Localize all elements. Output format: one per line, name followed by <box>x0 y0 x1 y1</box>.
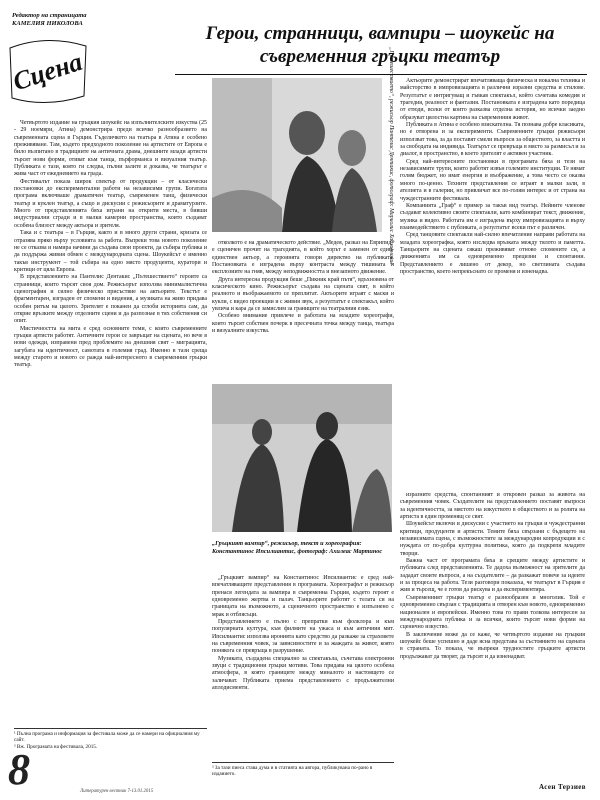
paragraph: Друга интересна продукция беше „Пикник край пътя“, вдъхновена от класическото кино. Режисьорът създава на сцената свят, в който реалното и въображаемото се преплитат. Актьорите играят с маски и кукли, с видео проекции и с живия звук, а резултатът е спектакъл, който увлича и кара да се замислим за границите на театралния език. <box>212 276 394 313</box>
footnote: ² Вж. Програмата на фестивала, 2015. <box>14 743 98 750</box>
paragraph: Фестивалът показа широк спектър от продукции – от класически постановки до експериментални работи на независими групи. Богатата програма включваше драматичен театър, съвременен танц, физически театър и куклен театър, а също и дискусии с режисьорите и драматурзите. Много от представленията бяха играни на открити места, в бивши индустриални сгради и в малки камерни пространства, които създават особена близост между актьора и зрителя. <box>14 178 207 229</box>
article-column-2-bottom <box>212 575 394 758</box>
paragraph: изразните средства, спонтанният и откровен разказ за живота на съвременния човек. Създателите на представлението поставят въпроси за идентичността, за мястото на изкуството в обществото и за ролята на артиста в един променящ се свят. <box>400 492 585 521</box>
paragraph: Актьорите демонстрират впечатляваща физическа и вокална техника и майсторство в импровизацията в различни изразни средства и стилове. Резултатът е интригуващ и гъвкав спектакъл, който съчетава комедия и трагедия, реалност и фантазия. Постановката е изградена като поредица от етюди, всеки от които разказва отделна история, но всички заедно образуват цялостна картина на съвременния живот. <box>400 78 585 121</box>
photo-greek-vampire-caption: „Гръцкият вампир“, режисьор, текст и хореография: Константинос Ипсилиантис, фотограф: Ахилеас Мартинос <box>212 540 383 555</box>
footnotes <box>14 728 207 750</box>
article-title-wrap <box>175 22 585 68</box>
paragraph: отколкото е на драматическото действие. „Медея, разказ на Еврипид“ е сценичен прочит на трагедията, в който хорът е заменен от един-единствен актьор, а героинята говори директно на публиката. Постановката е изградена върху контраста между тишината и експлозиите на гняв, между неподвижността и внезапното движение. <box>212 240 394 276</box>
paragraph: Съвременният гръцки театър е разнообразен и многолик. Той е едновременно свързан с традицията и отворен към новото, едновременно национален и европейски. Именно това го прави толкова интересен за международната публика и за всички, които търсят нови форми на сценично изкуство. <box>400 594 585 631</box>
page-editor <box>12 12 117 29</box>
article-author: Асен Терзиев <box>539 783 586 791</box>
editor-role: Редактор на страницата <box>12 12 87 19</box>
article-column-1 <box>14 120 207 725</box>
article-column-3-top <box>400 78 585 488</box>
paragraph: Музиката, създадена специално за спектакъла, съчетава електронни звуци с традиционни гръцки мотиви. Това придава на цялото особена атмосфера, в която границите между миналото и настоящето се заличават. Публиката приема представлението с продължителни аплодисменти. <box>212 655 394 692</box>
photo-greek-vampire <box>212 384 392 532</box>
paragraph: Важна част от програмата бяха и срещите между артистите и публиката след представленията. Те дадоха възможност на зрителите да зададат своите въпроси, а на създателите – да разкажат повече за идеите и за процеса на работа. Тези разговори показаха, че театърът в Гърция е жив и търсещ, че е готов да рискува и да експериментира. <box>400 558 585 594</box>
photo-journey-caption: „Пътешествието“, режисьор Пантелис Дентакис, фотограф: Мариолис Хадзиянакис <box>388 46 394 265</box>
footnote: ¹ Пълна програма и информация за фестивала може да се намери на официалния му сайт. <box>14 731 200 744</box>
paragraph: Шоукейсът включи и дискусии с участието на гръцки и чуждестранни критици, продуценти и артисти. Темите бяха свързани с бъдещето на независимата сцена, с възможностите за международни копродукции и с нуждата от по-добра културна политика, която да подкрепя младите творци. <box>400 521 585 557</box>
article-title: Герои, странници, вампири – шоукейс на съвременния гръцки театър <box>205 23 555 67</box>
paragraph: Компанията „Граф“ е пример за такъв вид театър. Нейните членове създават колективно своите спектакли, като комбинират текст, движение, музика и видео. Работата им е изградена върху импровизацията и върху взаимодействието с публиката, а резултатът всеки път е различен. <box>400 202 585 231</box>
paragraph: Сред танцовите спектакли най-силно впечатление направи работата на младата хореографка, която изследва връзката между тялото и паметта. Танцьорите на сцената сякаш преживяват отново спомените си, а движенията им са едновременно прецизни и спонтанни. Представлението е лишено от декор, но светлината създава пространство, което непрекъснато се променя и изненадва. <box>400 232 585 275</box>
paragraph: Сред най-интересните постановки в програмата бяха и тези на независимите трупи, които работят извън големите институции. Те нямат голям бюджет, но имат енергия и въображение, а това често се оказва много по-ценно. Техните представления се играят в малки зали, в ателиета и в галерии, но привличат все по-голям интерес и от страна на чуждестранните фестивали. <box>400 158 585 202</box>
paragraph: В заключение може да се каже, че четвъртото издание на гръцкия шоукейс беше успешно и даде ясна представа за състоянието на сцената в страната. То показа, че въпреки трудностите гръцките артисти продължават да творят, да търсят и да изненадват. <box>400 631 585 660</box>
paragraph: Така и с театъра – в Гърция, както и в много други страни, кризата се отразява пряко върху условията за работа. Въпреки това новото поколение не се отказва и намира начини да създава свои проекти, да събира публика и да поддържа живия обмен с международната сцена. Шоукейсът е именно такъв инструмент – той събира на едно място продуценти, куратори и критици от цяла Европа. <box>14 230 207 273</box>
paragraph: Четвъртото издание на гръцкия шоукейс на изпълнителските изкуства (25 - 29 ноември, Атина) демонстрира преди всичко разнообразието на съвременната сцена в Гърция. Гъделичкото на театъра в Атина е особено преживяване. Там, където предходното поколение на артистите от Европа е било възпитано в традициите на античната драма, днешните млади артисти търсят нови форми, отиват към танца, пърформанса и визуалния театър. Публиката е тази, която ги следва, пълни залите и доказва, че театърът е жива част от ежедневието на града. <box>14 120 207 178</box>
page-number: 8 <box>8 745 30 794</box>
photo-journey <box>212 78 382 232</box>
paragraph: Публиката в Атина е особено взискателна. Тя познава добре класиката, но е отворена и за експерименти. Съвременните гръцки режисьори използват това, за да поставят смели въпроси за обществото, за властта и за свободата на индивида. Театърът се превръща в място за размисъл и за диалог, в пространство, в което зрителят е активен участник. <box>400 122 585 158</box>
paragraph: В представлението на Пантелис Дентакис „Пътешествието“ героите са странници, които търсят своя дом. Режисьорът използва минималистична сценография и силно физическо присъствие на актьорите. Текстът е фрагментарен, изграден от спомени и видения, а музиката на живо придава особен ритъм на цялото. Зрителят е поканен да сглоби историята сам, да открие връзките между отделните сцени и да разпознае в тях собствения си опит. <box>14 274 207 325</box>
paragraph: „Гръцкият вампир“ на Константинос Ипсилиантис е сред най-впечатляващите представления в програмата. Хореографът и режисьор пренася легендата за вампира в съвременна Гърция, където героят е едновременно жертва и палач. Танцьорите работят с телата си на границата на възможното, а сценичното пространство е изпълнено с мрак и отблясъци. <box>212 575 394 618</box>
editor-name: КАМЕЛИЯ НИКОЛОВА <box>12 20 83 28</box>
section-logo <box>6 28 91 108</box>
section-label: Сцена <box>9 46 86 97</box>
article-column-3-bottom <box>400 492 585 754</box>
publication-info: Литературен вестник 7-13.01.2015 <box>80 789 154 794</box>
title-rule <box>175 74 587 75</box>
paragraph: Представлението е пълно с препратки към фолклора и към популярната култура, към филмите на ужаса и към античния мит. Ипсилиантис използва иронията като средство да разкаже за страховете на съвременния човек, за зависимостите и за жаждата за живот, която понякога се превръща в разрушение. <box>212 619 394 655</box>
paragraph: Мистичността на мита е сред основните теми, с които съвременните гръцки артисти работят. Античните герои се завръщат на сцената, но вече в нови одежди, изправени пред проблемите на днешния свят – миграцията, загубата на идентичност, самотата в големия град. Именно в тази среща между старото и новото се ражда най-интересното в съвременния гръцки театър. <box>14 325 207 369</box>
footnote: ³ За тази пиеса става дума и в статията на автора, публикувана по-рано в изданието. <box>212 762 394 778</box>
paragraph: Особено внимание привлече и работата на младите хореографи, които търсят собствен почерк в пресечната точка между танца, театъра и визуалните изкуства. <box>212 313 394 335</box>
